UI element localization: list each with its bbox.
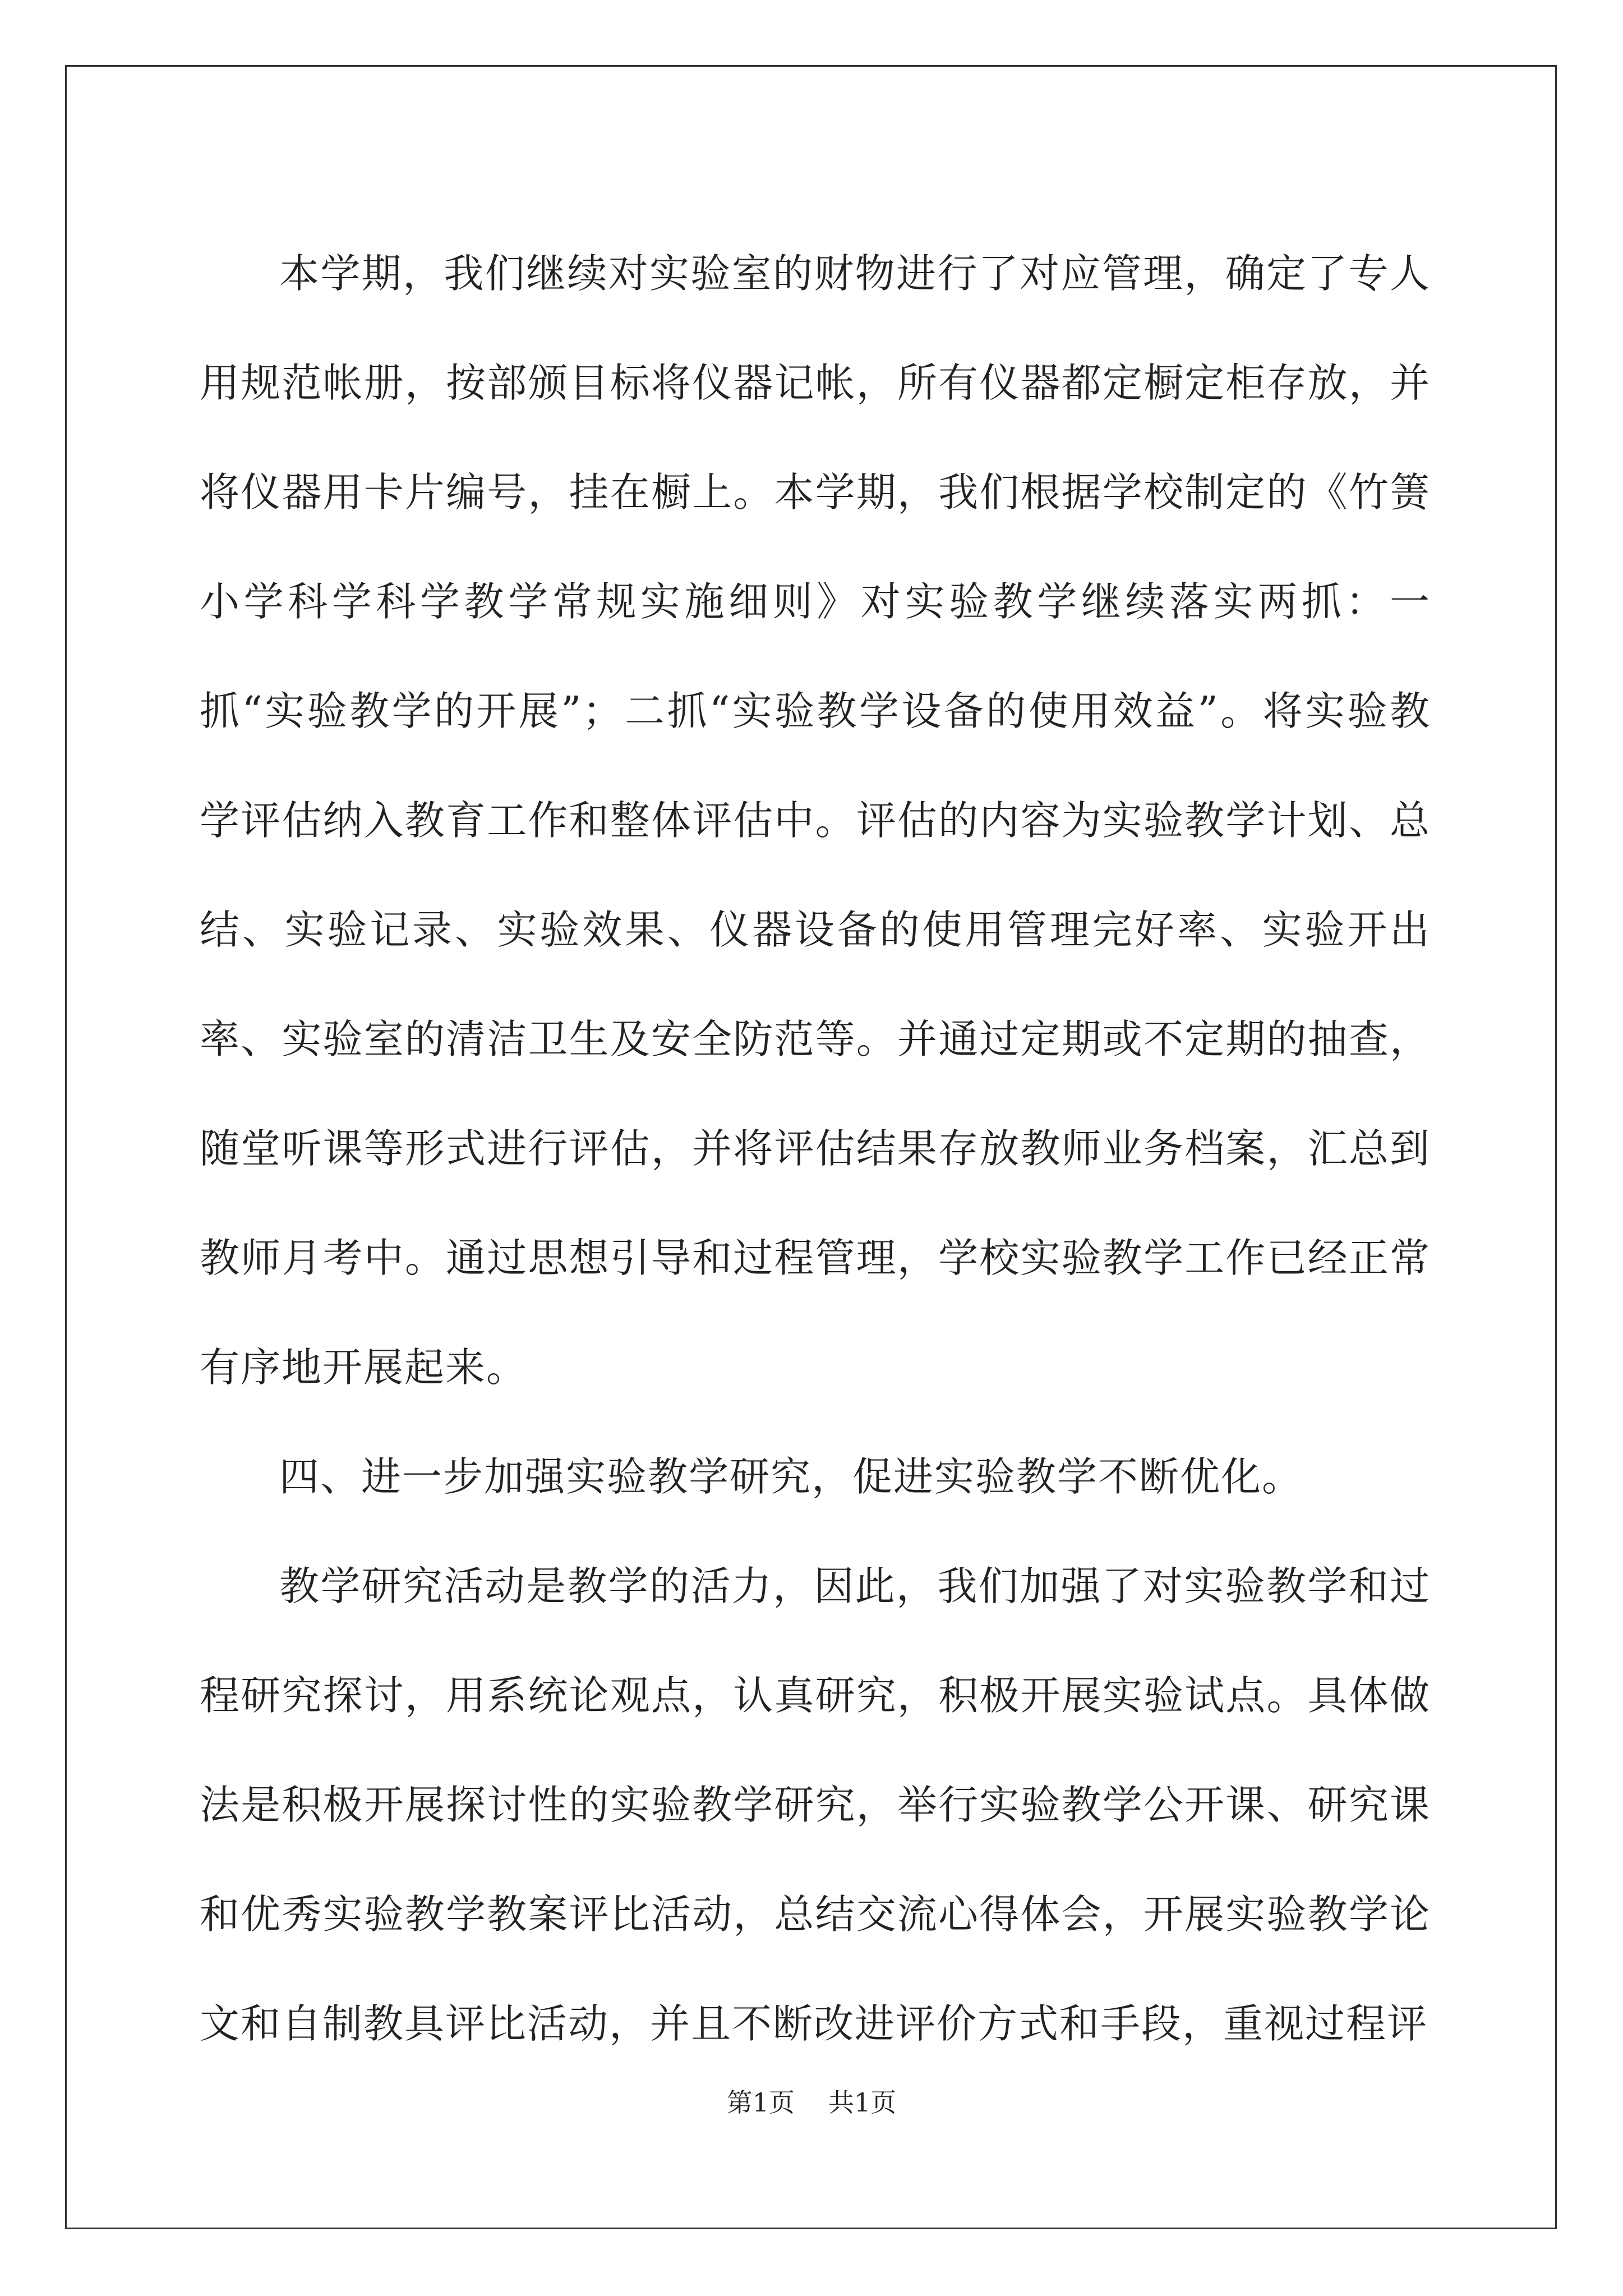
paragraph-teaching-research: 教学研究活动是教学的活力，因此，我们加强了对实验教学和过程研究探讨，用系统论观点，认真研究，积极开展实验试点。具体做法是积极开展探讨性的实验教学研究，举行实验教学公开课、研究课和优秀实验教学教案评比活动，总结交流心得体会，开展实验教学论文和自制教具评比活动，并且不断改进评价方式和手段，重视过程评 (200, 1563, 1431, 2047)
page-total: 共1页 (828, 2087, 897, 2118)
section-heading-four: 四、进一步加强实验教学研究，促进实验教学不断优化。 (279, 1453, 1303, 1500)
document-body (200, 219, 1431, 2078)
page-footer (0, 2082, 1623, 2119)
paragraph-lab-management: 本学期，我们继续对实验室的财物进行了对应管理，确定了专人用规范帐册，按部颁目标将仪器记帐，所有仪器都定橱定柜存放，并将仪器用卡片编号，挂在橱上。本学期，我们根据学校制定的《竹箦小学科学科学教学常规实施细则》对实验教学继续落实两抓：一抓“实验教学的开展”；二抓“实验教学设备的使用效益”。将实验教学评估纳入教育工作和整体评估中。评估的内容为实验教学计划、总结、实验记录、实验效果、仪器设备的使用管理完好率、实验开出率、实验室的清洁卫生及安全防范等。并通过定期或不定期的抽查，随堂听课等形式进行评估，并将评估结果存放教师业务档案，汇总到教师月考中。通过思想引导和过程管理，学校实验教学工作已经正常有序地开展起来。 (200, 250, 1431, 1391)
page-number: 第1页 (726, 2087, 795, 2118)
